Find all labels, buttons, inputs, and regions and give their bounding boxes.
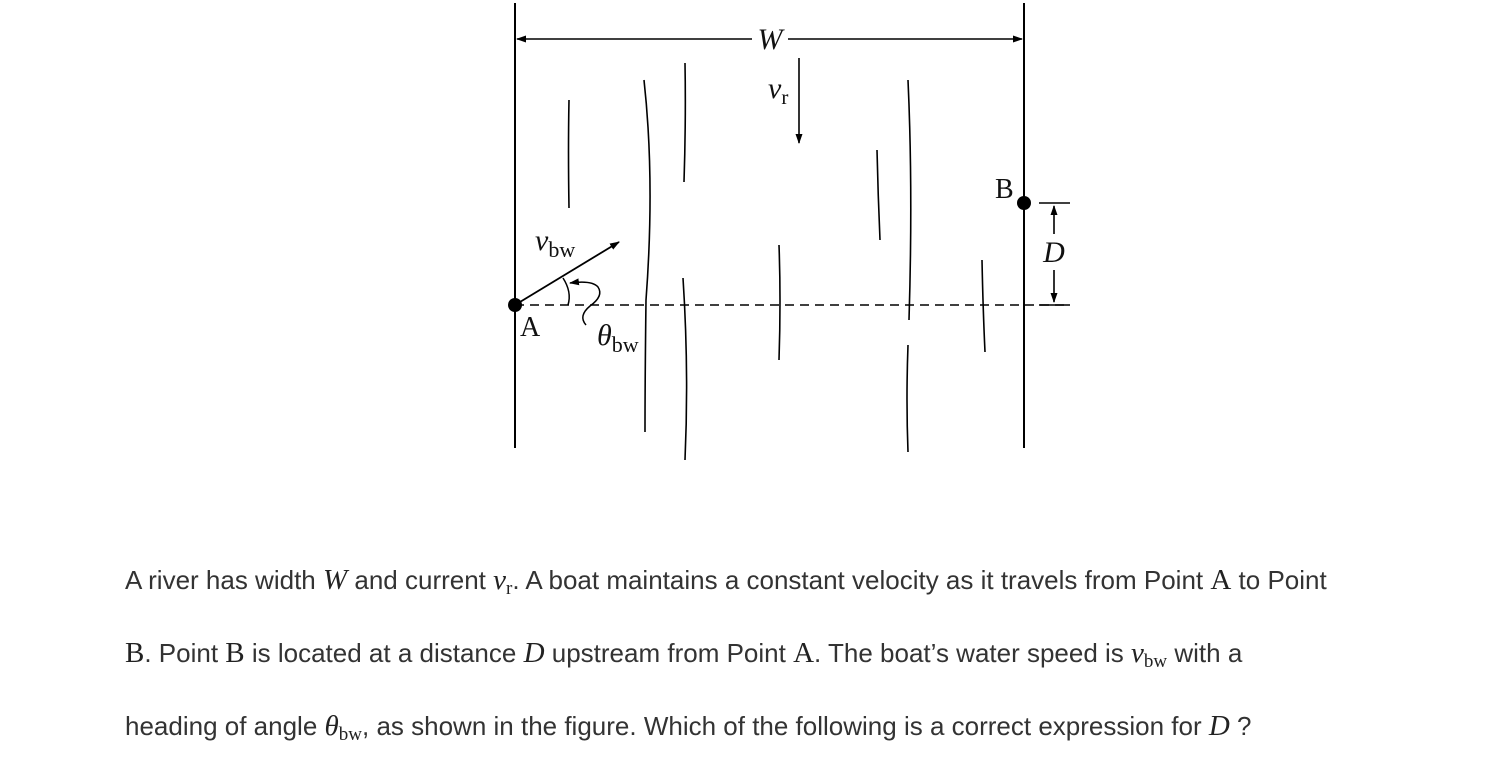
math-point-b: B (125, 637, 145, 669)
text-segment: upstream from Point (544, 638, 794, 668)
point-a-dot (508, 298, 522, 312)
math-heading-angle: $\theta_{bw}$ (324, 710, 362, 745)
point-a-label: A (520, 312, 541, 343)
water-flow-streaks (569, 63, 986, 460)
math-point-b: B (225, 637, 245, 669)
math-distance: D (1208, 710, 1230, 742)
math-point-a: A (1210, 564, 1232, 596)
angle-label: $\theta_{bw}$ (597, 319, 639, 357)
question-line-3 (125, 694, 1465, 767)
text-segment: with a (1167, 638, 1243, 668)
boat-velocity-vector (515, 224, 619, 305)
current-arrow (768, 58, 799, 143)
text-segment: . Point (144, 638, 226, 668)
text-segment: to Point (1231, 565, 1327, 595)
width-label: W (757, 23, 783, 56)
text-segment: heading of angle (125, 711, 325, 741)
text-segment: A river has width (125, 565, 323, 595)
text-segment: and current (347, 565, 494, 595)
question-line-1 (125, 548, 1465, 621)
heading-angle-marker (563, 278, 600, 325)
math-width: W (322, 564, 348, 596)
text-segment: , as shown in the figure. Which of the following is a correct expression for (362, 711, 1209, 741)
text-segment: . A boat maintains a constant velocity as it travels from Point (512, 565, 1211, 595)
math-distance: D (523, 637, 545, 669)
text-segment: is located at a distance (244, 638, 524, 668)
math-boat-speed: $v_{bw}$ (1131, 637, 1168, 672)
math-point-a: A (793, 637, 815, 669)
current-label: $v_r$ (768, 72, 789, 109)
point-b-dot (1017, 196, 1031, 210)
question-line-2 (125, 621, 1465, 694)
text-segment: ? (1229, 711, 1252, 741)
question-text (125, 548, 1465, 767)
point-b-label: B (995, 174, 1014, 205)
distance-label: D (1043, 236, 1065, 269)
boat-velocity-label: $v_{bw}$ (535, 224, 576, 262)
text-segment: . The boat’s water speed is (814, 638, 1132, 668)
width-dimension (517, 23, 1022, 56)
math-current: $v_r$ (493, 564, 513, 599)
